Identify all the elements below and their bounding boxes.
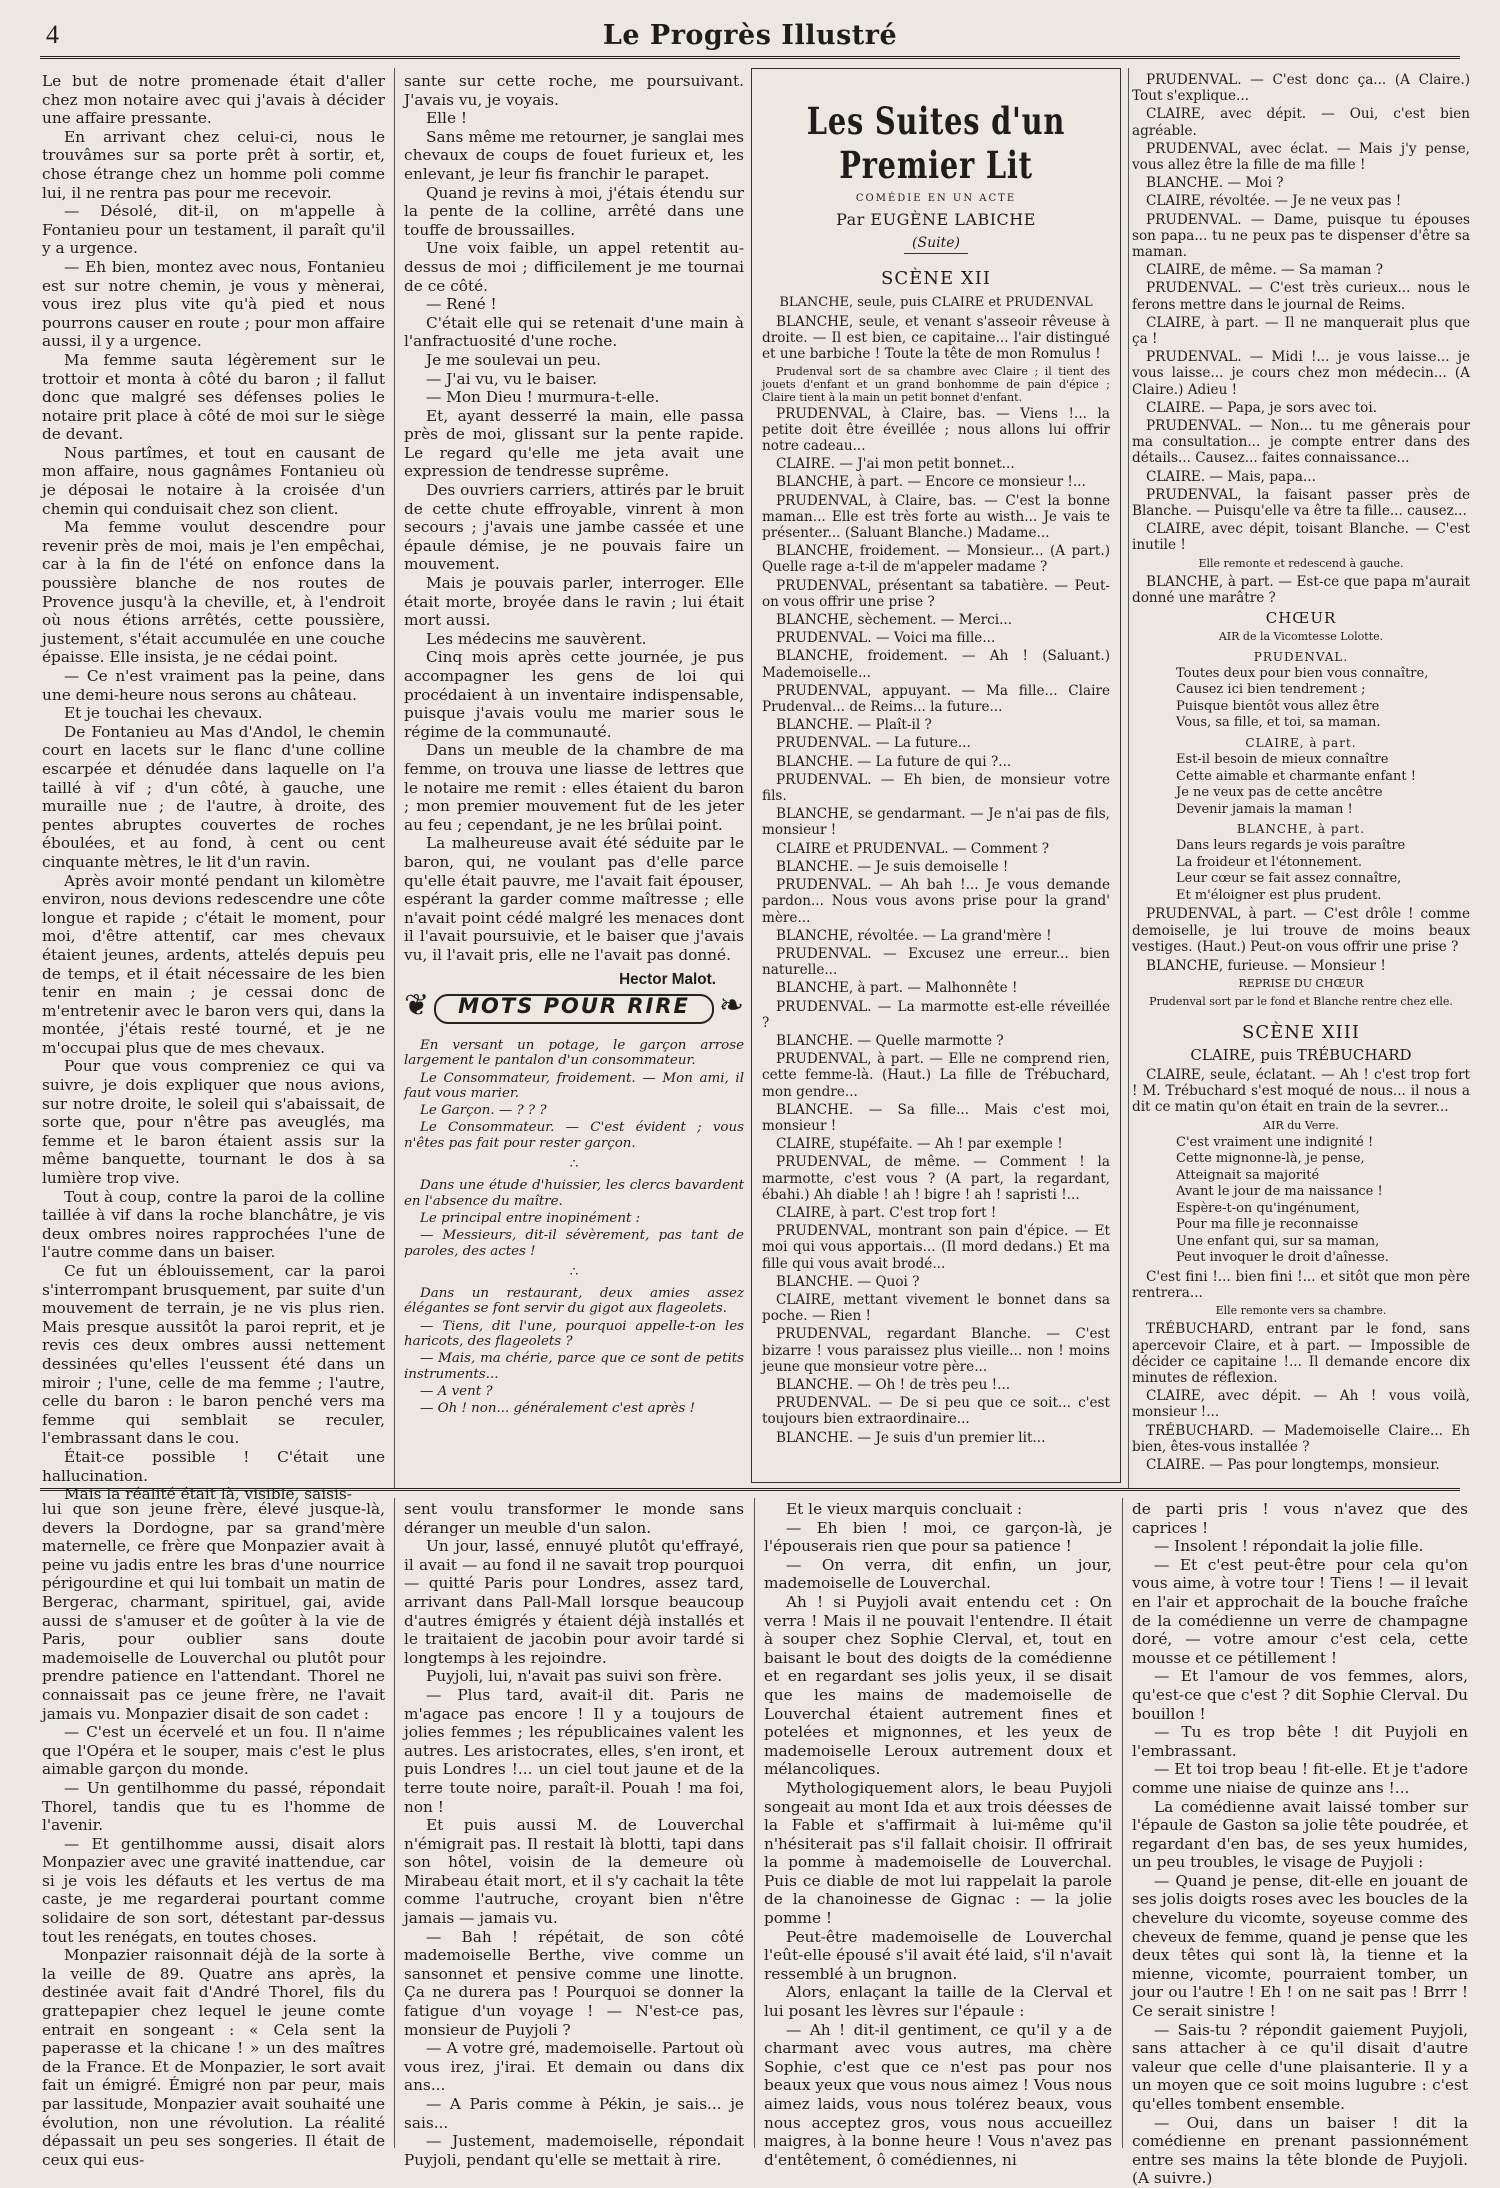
dialogue-line: CLAIRE, à part. — Il ne manquerait plus que ça ! bbox=[1132, 314, 1470, 348]
paragraph: — Et l'amour de vos femmes, alors, qu'est-ce que c'est ? dit Sophie Clerval. Du bouillon ! bbox=[1132, 1667, 1468, 1723]
dialogue-line: PRUDENVAL. — La future... bbox=[776, 735, 971, 752]
paragraph: Un jour, lassé, ennuyé plutôt qu'effrayé, il avait — au fond il ne savait trop pourquoi — quitté Paris pour Londres, assez tard, arrivant dans Pall-Mall lorsque beaucoup d'autres émigrés y étaient déjà installés et le traitaient de jacobin pour avoir tardé si longtemps à les rejoindre. bbox=[404, 1537, 744, 1667]
dialogue-line: CLAIRE, seule, éclatant. — Ah ! c'est trop fort ! M. Trébuchard s'est moqué de nous... il nous a dit ce matin qu'on était en train de la sevrer... bbox=[1132, 1066, 1470, 1116]
verse-line: C'est vraiment une indignité ! bbox=[1176, 1134, 1374, 1150]
verse-line: Devenir jamais la maman ! bbox=[1176, 801, 1353, 817]
paragraph: Sans même me retourner, je sanglai mes chevaux de coups de fouet furieux et, les enlevant, je leur fis franchir le parapet. bbox=[404, 127, 744, 183]
paragraph: — Insolent ! répondait la jolie fille. bbox=[1154, 1537, 1424, 1556]
page-header bbox=[40, 14, 1460, 59]
dialogue-line: BLANCHE. — Quelle marmotte ? bbox=[776, 1032, 1004, 1049]
dialogue-line: PRUDENVAL, avec éclat. — Mais j'y pense, vous allez être la fille de ma fille ! bbox=[1132, 140, 1470, 174]
dialogue-line: CLAIRE, révoltée. — Je ne veux pas ! bbox=[1146, 193, 1402, 210]
dialogue-line: PRUDENVAL. — De si peu que ce soit... c'est toujours bien extraordinaire... bbox=[762, 1395, 1110, 1428]
paragraph: Monpazier raisonnait déjà de la sorte à la veille de 89. Quatre ans après, la destinée avait fait d'André Thorel, fils du grattepapier chez lequel le jeune comte entrait en songeant : « Cela sent la paperasse et la chicane ! » un des maîtres de la France. Et de Monpazier, le sort avait fait un émigré. Émigré non par peur, mais par lassitude, Monpazier avait souhaité une évolution, non une révolution. La réalité dépassait un peu ses songeries. Il était de ceux qui eus- bbox=[42, 1946, 385, 2169]
dialogue-line: BLANCHE. — Sa fille... Mais c'est moi, monsieur ! bbox=[762, 1101, 1110, 1134]
reprise-label: REPRISE DU CHŒUR bbox=[1238, 977, 1364, 991]
dialogue-line: BLANCHE, se gendarmant. — Je n'ai pas de fils, monsieur ! bbox=[762, 806, 1110, 839]
paragraph: Dans un meuble de la chambre de ma femme, on trouva une liasse de lettres que le notaire me remit : elles étaient du baron ; mon premier mouvement fut de les jeter au feu ; cependant, je ne les brûlai point. bbox=[404, 741, 744, 834]
dialogue-line: PRUDENVAL. — Dame, puisque tu épouses son papa... tu ne peux pas te dispenser d'être sa maman. bbox=[1132, 211, 1470, 261]
dialogue-line: PRUDENVAL, regardant Blanche. — C'est bizarre ! vous paraissez plus vieille... non ! moins jeune que monsieur votre père... bbox=[762, 1326, 1110, 1375]
story-bottom-column-3 bbox=[764, 1500, 1112, 2169]
play-column-2 bbox=[1132, 72, 1470, 1487]
masthead-title: Le Progrès Illustré bbox=[602, 20, 898, 51]
dialogue-line: BLANCHE, furieuse. — Monsieur ! bbox=[1146, 957, 1386, 974]
dialogue-line: TRÉBUCHARD. — Mademoiselle Claire... Eh bien, êtes-vous installée ? bbox=[1132, 1422, 1470, 1455]
paragraph: Des ouvriers carriers, attirés par le bruit de cette chute effroyable, vinrent à mon secours ; j'avais une jambe cassée et une épaule démise, je ne pouvais faire un mouvement. bbox=[404, 481, 744, 574]
paragraph: — Ce n'est vraiment pas la peine, dans une demi-heure nous serons au château. bbox=[42, 667, 385, 704]
dialogue-line: CLAIRE, mettant vivement le bonnet dans sa poche. — Rien ! bbox=[762, 1291, 1110, 1325]
paragraph: — A votre gré, mademoiselle. Partout où vous irez, j'irai. Et demain ou dans dix ans... bbox=[404, 2039, 744, 2095]
paragraph: Je me soulevai un peu. bbox=[426, 350, 601, 369]
dialogue-line: PRUDENVAL. — Excusez une erreur... bien naturelle... bbox=[762, 945, 1110, 979]
paragraph: — Et c'est peut-être pour cela qu'on vous aime, à votre tour ! Tiens ! — il levait en l'air et approchait de la bouche fraîche de la comédienne un verre de champagne doré, — votre amour c'est cela, cette mousse et ce pétillement ! bbox=[1132, 1555, 1468, 1667]
paragraph: — Mon Dieu ! murmura-t-elle. bbox=[426, 388, 660, 407]
separator: ∴ bbox=[569, 1264, 579, 1280]
dialogue-line: CLAIRE. — Pas pour longtemps, monsieur. bbox=[1146, 1456, 1440, 1473]
dialogue-line: PRUDENVAL. — C'est très curieux... nous le ferons mettre dans le journal de Reims. bbox=[1132, 280, 1470, 313]
paragraph: lui que son jeune frère, élevé jusque-là, devers la Dordogne, par sa grand'mère maternelle, ce frère que Monpazier avait à peine vu jadis entre les bras d'une nourrice périgourdine et qui lui tombait un matin de Bergerac, charmant, spirituel, gai, avide aussi de s'amuser et de goûter à la vie de Paris, pour oublier sans doute mademoiselle de Louverchal ou plutôt pour prendre patience en l'attendant. Thorel ne connaissait pas ce jeune frère, ne l'avait jamais vu. Monpazier disait de son cadet : bbox=[42, 1500, 385, 1723]
scene-cast: BLANCHE, seule, puis CLAIRE et PRUDENVAL bbox=[779, 295, 1093, 310]
paragraph: — Justement, mademoiselle, répondait Puyjoli, pendant qu'elle se mettait à rire. bbox=[404, 2132, 744, 2169]
paragraph: Ma femme sauta légèrement sur le trottoir et monta à côté du baron ; il fallut donc que malgré ses défenses polies le notaire prit place à côté de moi sur le siège de devant. bbox=[42, 350, 385, 444]
paragraph: Ma femme voulut descendre pour revenir près de moi, mais je l'en empêchai, car à la fin de l'été on enfonce dans la poussière blanche de nos routes de Provence jusqu'à la cheville, et, à l'endroit où nous étions arrêtés, cette poussière, justement, s'était accumulée en une couche épaisse. Elle insista, je ne cédai point. bbox=[42, 518, 385, 667]
jokes-list bbox=[404, 1038, 744, 1417]
dialogue-line: CLAIRE et PRUDENVAL. — Comment ? bbox=[776, 840, 1050, 857]
dialogue-line: PRUDENVAL, la faisant passer près de Blanche. — Puisqu'elle va être ta fille... causez... bbox=[1132, 486, 1470, 520]
dialogue-line: PRUDENVAL. — Voici ma fille... bbox=[776, 630, 996, 647]
paragraph: C'était elle qui se retenait d'une main à l'anfractuosité d'une roche. bbox=[404, 313, 744, 351]
dialogue-line: PRUDENVAL, appuyant. — Ma fille... Claire Prudenval... de Reims... la future... bbox=[762, 682, 1110, 716]
dialogue-line: PRUDENVAL, à Claire, bas. — C'est la bonne maman... Elle est très forte au wisth... Je vais te présenter... (Saluant Blanche.) Madame... bbox=[762, 492, 1110, 542]
dialogue-line: BLANCHE. — Je suis demoiselle ! bbox=[776, 858, 1009, 875]
play-title: Les Suites d'un Premier Lit bbox=[806, 99, 1066, 187]
verse-line: Leur cœur se fait assez connaître, bbox=[1176, 871, 1402, 887]
paragraph: Et puis aussi M. de Louverchal n'émigrait pas. Il restait là blotti, tapi dans son hôtel, voisin de la demeure où Mirabeau était mort, et il s'y cachait la tête comme l'autruche, croyant bien n'être jamais — jamais vu. bbox=[404, 1816, 744, 1928]
dialogue-line: BLANCHE. — La future de qui ?... bbox=[776, 753, 1012, 770]
column-rule bbox=[394, 68, 395, 1488]
joke-line: Le Consommateur, froidement. — Mon ami, il faut vous marier. bbox=[404, 1070, 744, 1101]
author-signature: Hector Malot. bbox=[619, 970, 716, 988]
paragraph: — Eh bien, montez avec nous, Fontanieu est sur notre chemin, je vous y mènerai, vous irez plus vite qu'à pied et nous pourrons causer en route ; pour mon affaire aussi, il y a urgence. bbox=[42, 257, 385, 351]
paragraph: — Et toi trop beau ! fit-elle. Et je t'adore comme une niaise de quinze ans !... bbox=[1132, 1760, 1468, 1797]
paragraph: — Plus tard, avait-il dit. Paris ne m'agace pas encore ! Il y a toujours de jolies femmes ; les républicaines valent les autres. Les aristocrates, elles, s'en iront, et puis Londres !... un ciel tout jaune et de la terre toute noire, paraît-il. Pouah ! ma foi, non ! bbox=[404, 1685, 744, 1816]
dialogue-line: CLAIRE, de même. — Sa maman ? bbox=[1146, 262, 1384, 279]
story-top-column-1 bbox=[42, 72, 385, 1504]
column-rule bbox=[754, 1498, 755, 2148]
paragraph: Quand je revins à moi, j'étais étendu sur la pente de la colline, arrêté dans une touffe de broussailles. bbox=[404, 183, 744, 239]
verse-line: Et m'éloigner est plus prudent. bbox=[1176, 887, 1382, 903]
dialogue-line: BLANCHE, à part. — Est-ce que papa m'aurait donné une marâtre ? bbox=[1132, 573, 1470, 607]
dialogue-line: BLANCHE, à part. — Malhonnête ! bbox=[776, 980, 1018, 997]
paragraph: — J'ai vu, vu le baiser. bbox=[426, 369, 597, 388]
dialogue-line: BLANCHE. — Oh ! de très peu !... bbox=[776, 1376, 1011, 1393]
dialogue-line: BLANCHE. — Quoi ? bbox=[776, 1273, 920, 1290]
verse-line: Cette mignonne-là, je pense, bbox=[1176, 1151, 1365, 1167]
paragraph: — Désolé, dit-il, on m'appelle à Fontanieu pour un testament, il paraît qu'il y a urgence. bbox=[42, 202, 385, 258]
paragraph: — Sais-tu ? répondit gaiement Puyjoli, sans attacher à ce qu'il disait d'autre valeur que celle d'une plaisanterie. Il y a un moyen que ce soit moins lugubre : c'est qu'elles tombent ensemble. bbox=[1132, 2020, 1468, 2113]
story-bottom-column-2 bbox=[404, 1500, 744, 2169]
paragraph: Elle ! bbox=[426, 109, 468, 128]
dialogue-line: BLANCHE. — Je suis d'un premier lit... bbox=[776, 1429, 1046, 1446]
paragraph: — Eh bien ! moi, ce garçon-là, je l'épouserais rien que pour sa patience ! bbox=[764, 1518, 1112, 1556]
air-name: AIR du Verre. bbox=[1263, 1118, 1339, 1132]
joke-line: — A vent ? bbox=[420, 1383, 493, 1399]
dialogue-line: CLAIRE, avec dépit. — Ah ! vous voilà, monsieur !... bbox=[1132, 1388, 1470, 1421]
verse-line: Toutes deux pour bien vous connaître, bbox=[1176, 665, 1429, 681]
paragraph: — Un gentilhomme du passé, répondait Thorel, tandis que tu es l'homme de l'avenir. bbox=[42, 1778, 385, 1835]
verse-line: Une enfant qui, sur sa maman, bbox=[1176, 1233, 1380, 1249]
scene-heading: SCÈNE XII bbox=[881, 268, 991, 289]
dialogue-line: BLANCHE, froidement. — Monsieur... (A part.) Quelle rage a-t-il de m'appeler madame ? bbox=[762, 543, 1110, 576]
dialogue-line: PRUDENVAL. — La marmotte est-elle réveillée ? bbox=[762, 998, 1110, 1031]
paragraph: Puyjoli, lui, n'avait pas suivi son frère. bbox=[426, 1667, 723, 1686]
paragraph: Mais la réalité était là, visible, saisis- bbox=[64, 1485, 352, 1504]
stage-direction: Elle remonte vers sa chambre. bbox=[1215, 1304, 1387, 1318]
dialogue-line: PRUDENVAL, présentant sa tabatière. — Peut-on vous offrir une prise ? bbox=[762, 577, 1110, 610]
column-rule bbox=[1128, 68, 1129, 1488]
column-rule bbox=[394, 1498, 395, 2148]
paragraph: Après avoir monté pendant un kilomètre environ, nous devions redescendre une côte longue et rapide ; c'était le moment, pour moi, d'être attentif, car mes chevaux étaient jeunes, ardents, attelés depuis peu de temps, et il était nécessaire de les bien tenir en main ; je cessai donc de m'entretenir avec le baron vers qui, dans la montée, j'étais resté tourné, et je ne m'occupai plus que de mes chevaux. bbox=[42, 871, 385, 1057]
joke-line: — Messieurs, dit-il sévèrement, pas tant de paroles, des actes ! bbox=[404, 1228, 744, 1259]
stage-direction: Prudenval sort de sa chambre avec Claire ; il tient des jouets d'enfant et un grand bonhomme de pain d'épice ; Claire tient à la main un petit bonnet d'enfant. bbox=[762, 364, 1110, 404]
page-number: 4 bbox=[46, 20, 59, 49]
chorus-speaker: PRUDENVAL. bbox=[1253, 649, 1349, 664]
dialogue-line: PRUDENVAL, montrant son pain d'épice. — Et moi qui vous apportais... (Il mord dedans.) Et ma fille qui vous avait brodé... bbox=[762, 1223, 1110, 1272]
story-top-column-2 bbox=[404, 72, 744, 988]
joke-line: Dans une étude d'huissier, les clercs bavardent en l'absence du maître. bbox=[404, 1178, 744, 1209]
verse-line: Pour ma fille je reconnaisse bbox=[1176, 1217, 1359, 1233]
dialogue-line: BLANCHE, froidement. — Ah ! (Saluant.) Mademoiselle... bbox=[762, 648, 1110, 681]
paragraph: — Oui, dans un baiser ! dit la comédienne en prenant passionnément entre ses mains la tête blonde de Puyjoli. (A suivre.) bbox=[1132, 2113, 1468, 2188]
paragraph: Tout à coup, contre la paroi de la colline taillée à vif dans la roche blanchâtre, je vis deux ombres noires rapprochées l'une de l'autre comme dans un baiser. bbox=[42, 1187, 385, 1262]
joke-line: Le Garçon. — ? ? ? bbox=[420, 1103, 547, 1119]
paragraph: Et, ayant desserré la main, elle passa près de moi, glissant sur la pente rapide. Le regard qu'elle me jeta avait une expression de tendresse suprême. bbox=[404, 406, 744, 481]
paragraph: — C'est un écervelé et un fou. Il n'aime que l'Opéra et le souper, mais c'est le plus aimable garçon du monde. bbox=[42, 1723, 385, 1779]
dialogue-line: CLAIRE, à part. C'est trop fort ! bbox=[776, 1204, 997, 1221]
verse-line: Je ne veux pas de cette ancêtre bbox=[1176, 785, 1383, 801]
dialogue-line: CLAIRE. — Mais, papa... bbox=[1146, 468, 1316, 485]
dialogue-line: CLAIRE, stupéfaite. — Ah ! par exemple ! bbox=[776, 1136, 1063, 1153]
dialogue-line: PRUDENVAL, à part. — C'est drôle ! comme demoiselle, je lui trouve de moins beaux vestiges. (Haut.) Peut-on vous offrir une prise ? bbox=[1132, 906, 1470, 955]
paragraph: — Ah ! dit-il gentiment, ce qu'il y a de charmant avec vous autres, ma chère Sophie, c'est que ce n'est pas pour nos beaux yeux que vous nous aimez ! Vous nous aimez laids, vous nous tolérez beaux, vous nous acceptez gros, vous nous accueillez maigres, à la bonne heure ! Vous n'avez pas d'entêtement, ô comédiennes, ni bbox=[764, 2020, 1112, 2169]
joke-line: — Tiens, dit l'une, pourquoi appelle-t-on les haricots, des flageolets ? bbox=[404, 1318, 744, 1350]
dialogue-line: PRUDENVAL. — C'est donc ça... (A Claire.) Tout s'explique... bbox=[1132, 72, 1470, 105]
play-author: Par EUGÈNE LABICHE bbox=[836, 210, 1036, 229]
dialogue-line: PRUDENVAL. — Non... tu me gênerais pour ma consultation... je compte entrer dans des détails... Causez... faites connaissance... bbox=[1132, 418, 1470, 467]
dialogue-line: CLAIRE, avec dépit, toisant Blanche. — C'est inutile ! bbox=[1132, 521, 1470, 554]
verse-line: Avant le jour de ma naissance ! bbox=[1176, 1184, 1383, 1200]
paragraph: — A Paris comme à Pékin, je sais... je sais... bbox=[404, 2095, 744, 2132]
dialogue-line: PRUDENVAL, à part. — Elle ne comprend rien, cette femme-là. (Haut.) La fille de Trébuchard, mon gendre... bbox=[762, 1051, 1110, 1100]
dialogue-line: CLAIRE. — J'ai mon petit bonnet... bbox=[776, 456, 1015, 473]
joke-line: Dans un restaurant, deux amies assez élégantes se font servir du gigot aux flageolets. bbox=[404, 1286, 744, 1317]
paragraph: La comédienne avait laissé tomber sur l'épaule de Gaston sa jolie tête poudrée, et regardant d'en bas, de ses yeux humides, un peu troubles, le visage de Puyjoli : bbox=[1132, 1797, 1468, 1872]
play-box bbox=[751, 68, 1121, 1483]
dialogue-line: BLANCHE, seule, et venant s'asseoir rêveuse à droite. — Il est bien, ce capitaine... l'air distingué et une barbiche ! Toute la tête de mon Romulus ! bbox=[762, 314, 1110, 363]
verse-line: Peut invoquer le droit d'aînesse. bbox=[1176, 1250, 1389, 1266]
paragraph: de parti pris ! vous n'avez que des caprices ! bbox=[1132, 1500, 1468, 1537]
verse-line: Espère-t-on qu'ingénument, bbox=[1176, 1200, 1360, 1216]
paragraph: Pour que vous compreniez ce qui va suivre, je dois expliquer que nous avions, sur notre droite, le soleil qui s'abaissait, de sorte que, pour n'être pas aveuglés, ma femme et le baron étaient assis sur la même banquette, tournant le dos à sa lumière trop vive. bbox=[42, 1057, 385, 1188]
joke-line: En versant un potage, le garçon arrose largement le pantalon d'un consommateur. bbox=[404, 1038, 744, 1069]
scene-cast: CLAIRE, puis TRÉBUCHARD bbox=[1190, 1045, 1412, 1064]
paragraph: Cinq mois après cette journée, je pus accompagner les gens de loi qui procédaient à un inventaire indispensable, puisque j'avais voulu me marier sous le régime de la communauté. bbox=[404, 648, 744, 741]
paragraph: De Fontanieu au Mas d'Andol, le chemin court en lacets sur le flanc d'une colline escarpée et dénudée dans laquelle on l'a taillé à vif ; d'un côté, à gauche, une muraille nue ; de l'autre, à droite, des pentes abruptes couvertes de roches éboulées, et au fond, à cent ou cent cinquante mètres, le lit d'un ravin. bbox=[42, 722, 385, 871]
stage-direction: Prudenval sort par le fond et Blanche rentre chez elle. bbox=[1149, 995, 1453, 1009]
verse-line: Est-il besoin de mieux connaître bbox=[1176, 752, 1389, 768]
paragraph: Et je touchai les chevaux. bbox=[64, 704, 263, 723]
paragraph: Le but de notre promenade était d'aller chez mon notaire avec qui j'avais à décider une affaire pressante. bbox=[42, 72, 385, 128]
verse-line: Cette aimable et charmante enfant ! bbox=[1176, 768, 1416, 784]
paragraph: — Et gentilhomme aussi, disait alors Monpazier avec une gravité inattendue, car si je vois les défauts et les vertus de ma caste, je me regarderai pourtant comme solidaire de son sort, détestant par-dessus tout les renégats, en toutes choses. bbox=[42, 1834, 385, 1946]
chorus-speaker: CLAIRE, à part. bbox=[1245, 735, 1357, 750]
dialogue-line: BLANCHE, révoltée. — La grand'mère ! bbox=[776, 927, 1052, 944]
dialogue-line: PRUDENVAL, de même. — Comment ! la marmotte, c'est vous ? (A part, la regardant, ébahi.) Ah diable ! ah ! bigre ! ah ! sapristi !... bbox=[762, 1154, 1110, 1203]
dialogue-line: BLANCHE. — Moi ? bbox=[1146, 175, 1284, 192]
dialogue-line: CLAIRE. — Papa, je sors avec toi. bbox=[1146, 399, 1378, 416]
paragraph: — Quand je pense, dit-elle en jouant de ses jolis doigts roses avec les boucles de la chevelure du vicomte, soyeuse comme des cheveux de femme, quand je pense que les deux têtes qui sont là, la tienne et la mienne, vicomte, pourraient tomber, un jour ou l'autre ! Eh ! on ne sait pas ! Brrr ! Ce serait sinistre ! bbox=[1132, 1871, 1468, 2021]
paragraph: Alors, enlaçant la taille de la Clerval et lui posant les lèvres sur l'épaule : bbox=[764, 1983, 1112, 2021]
paragraph: Peut-être mademoiselle de Louverchal l'eût-elle épousé s'il avait été laid, s'il n'avait ressemblé à un brugnon. bbox=[764, 1927, 1112, 1983]
paragraph: sent voulu transformer le monde sans déranger un meuble d'un salon. bbox=[404, 1500, 744, 1537]
dialogue-line: C'est fini !... bien fini !... et sitôt que mon père rentrera... bbox=[1132, 1268, 1470, 1301]
joke-line: — Oh ! non... généralement c'est après ! bbox=[420, 1401, 696, 1417]
paragraph: Mais je pouvais parler, interroger. Elle était morte, broyée dans le ravin ; lui était mort aussi. bbox=[404, 574, 744, 630]
air-name: AIR de la Vicomtesse Lolotte. bbox=[1218, 629, 1384, 643]
paragraph: sante sur cette roche, me poursuivant. J'avais vu, je voyais. bbox=[404, 72, 744, 109]
paragraph: Et le vieux marquis concluait : bbox=[786, 1500, 1023, 1518]
story-bottom-column-4 bbox=[1132, 1500, 1468, 2188]
section-divider bbox=[40, 1488, 1460, 1491]
joke-line: Le principal entre inopinément : bbox=[420, 1210, 641, 1226]
dialogue-line: CLAIRE, avec dépit. — Oui, c'est bien agréable. bbox=[1132, 106, 1470, 139]
dialogue-line: PRUDENVAL. — Midi !... je vous laisse... je vous laisse... je cours chez mon médecin... (A Claire.) Adieu ! bbox=[1132, 349, 1470, 398]
separator: ∴ bbox=[569, 1157, 579, 1173]
dialogue-line: BLANCHE, à part. — Encore ce monsieur !... bbox=[776, 474, 1086, 491]
chorus-speaker: BLANCHE, à part. bbox=[1236, 822, 1366, 837]
dialogue-line: PRUDENVAL. — Ah bah !... Je vous demande pardon... Nous vous avons prise pour la grand' mère... bbox=[762, 877, 1110, 926]
dialogue-line: TRÉBUCHARD, entrant par le fond, sans apercevoir Claire, et à part. — Impossible de décider ce capitaine !... Il demande encore dix minutes de réflexion. bbox=[1132, 1321, 1470, 1386]
dialogue-line: PRUDENVAL, à Claire, bas. — Viens !... la petite doit être éveillée ; nous allons lui offrir notre cadeau... bbox=[762, 405, 1110, 455]
paragraph: — On verra, dit enfin, un jour, mademoiselle de Louverchal. bbox=[764, 1555, 1112, 1593]
paragraph: Mythologiquement alors, le beau Puyjoli songeait au mont Ida et aux trois déesses de la Fable et s'affirmait à lui-même qu'il n'hésiterait pas s'il fallait choisir. Il offrirait la pomme à mademoiselle de Louverchal. Puis ce diable de mot lui rappelait la parole de la chanoinesse de Gignac : — la jolie pomme ! bbox=[764, 1778, 1112, 1928]
chorus-title: CHŒUR bbox=[1265, 609, 1337, 628]
paragraph: Nous partîmes, et tout en causant de mon affaire, nous gagnâmes Fontanieu où je déposai le notaire à la croisée d'un chemin qui conduisait chez son client. bbox=[42, 443, 385, 518]
paragraph: — René ! bbox=[426, 295, 497, 314]
paragraph: Était-ce possible ! C'était une hallucination. bbox=[42, 1447, 385, 1485]
verse-line: Dans leurs regards je vois paraître bbox=[1176, 838, 1406, 854]
verse-line: Puisque bientôt vous allez être bbox=[1176, 698, 1380, 714]
stage-direction: Elle remonte et redescend à gauche. bbox=[1198, 556, 1404, 570]
play-suite: (Suite) bbox=[752, 235, 1120, 254]
paragraph: — Bah ! répétait, de son côté mademoiselle Berthe, vive comme un sansonnet et pensive comme une linotte. Ça ne durera pas ! Pourquoi se donner la fatigue d'un voyage ! — N'est-ce pas, monsieur de Puyjoli ? bbox=[404, 1927, 744, 2039]
joke-line: Le Consommateur. — C'est évident ; vous n'êtes pas fait pour rester garçon. bbox=[404, 1120, 744, 1151]
dialogue-line: BLANCHE, sèchement. — Merci... bbox=[776, 612, 1013, 629]
paragraph: — Tu es trop bête ! dit Puyjoli en l'embrassant. bbox=[1132, 1723, 1468, 1760]
ornament-right-icon: ❧ bbox=[718, 988, 744, 1023]
story-bottom-column-1 bbox=[42, 1500, 385, 2169]
verse-line: Causez ici bien tendrement ; bbox=[1176, 682, 1366, 698]
paragraph: En arrivant chez celui-ci, nous le trouvâmes sur sa porte prêt à sortir, et, chose étrange chez un homme poli comme lui, il ne rentra pas pour me recevoir. bbox=[42, 127, 385, 202]
paragraph: Les médecins me sauvèrent. bbox=[426, 629, 647, 648]
mots-pour-rire-title: MOTS POUR RIRE bbox=[458, 994, 690, 1018]
scene-heading: SCÈNE XIII bbox=[1242, 1021, 1360, 1043]
scene-dialogue bbox=[752, 314, 1120, 1446]
mots-pour-rire-banner bbox=[404, 982, 744, 1030]
paragraph: La malheureuse avait été séduite par le baron, qui, ne voulant pas d'elle parce qu'elle était pauvre, me l'avait fait épouser, espérant la garder comme maîtresse ; elle n'avait point cédé malgré les menaces dont il l'avait poursuivie, et le baiser que j'avais vu, il l'avait pris, elle ne l'avait pas donné. bbox=[404, 834, 744, 964]
verse-line: Vous, sa fille, et toi, sa maman. bbox=[1176, 715, 1381, 731]
joke-line: — Mais, ma chérie, parce que ce sont de petits instruments... bbox=[404, 1351, 744, 1382]
ornament-left-icon: ❦ bbox=[404, 988, 430, 1023]
dialogue-line: BLANCHE. — Plaît-il ? bbox=[776, 717, 932, 734]
verse-line: Atteignait sa majorité bbox=[1176, 1167, 1320, 1183]
paragraph: Ah ! si Puyjoli avait entendu cet : On verra ! Mais il ne pouvait l'entendre. Il était à souper chez Sophie Clerval, et, tout en baisant le bout des doigts de la comédienne et en regardant ses jolis yeux, il se disait que les mains de mademoiselle de Louverchal étaient autrement fines et potelées et mignonnes, et les yeux de mademoiselle Leroux autrement doux et mélancoliques. bbox=[764, 1592, 1112, 1779]
column-rule bbox=[1122, 1498, 1123, 2148]
paragraph: Une voix faible, un appel retentit au-dessus de moi ; difficilement je me tournai de ce côté. bbox=[404, 239, 744, 295]
paragraph: Ce fut un éblouissement, car la paroi s'interrompant brusquement, par suite d'un mouvement de terrain, je ne vis plus rien. Mais presque aussitôt la paroi reprit, et je revis ces deux ombres aussi nettement dessinées qu'elles l'eussent été dans un miroir ; l'une, celle de ma femme ; l'autre, celle du baron : le baron penché vers ma femme qui semblait se reculer, l'embrassant dans le cou. bbox=[42, 1262, 385, 1448]
play-subtitle: COMÉDIE EN UN ACTE bbox=[855, 193, 1017, 204]
verse-line: La froideur et l'étonnement. bbox=[1176, 854, 1362, 870]
dialogue-line: PRUDENVAL. — Eh bien, de monsieur votre fils. bbox=[762, 771, 1110, 805]
mots-pour-rire-section bbox=[404, 982, 744, 1460]
